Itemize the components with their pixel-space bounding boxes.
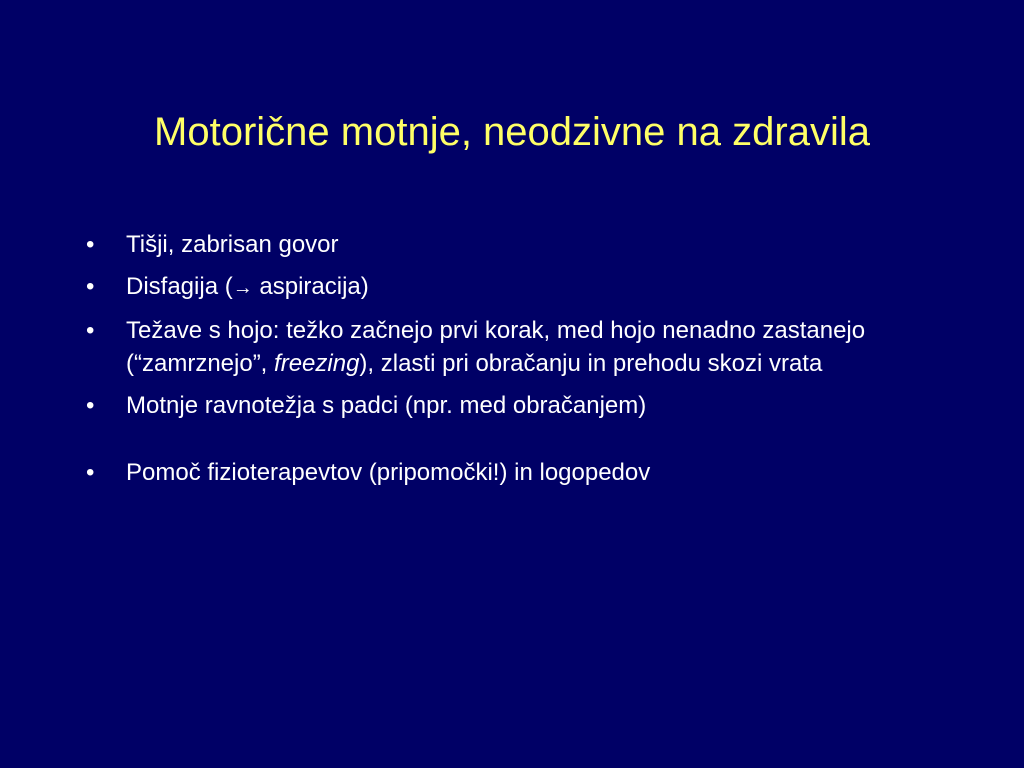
- bullet-item-gait: [84, 314, 964, 380]
- bullet-text-before: Težave s hojo: težko začnejo prvi korak, med hojo nenadno zastanejo (“zamrznejo”,: [126, 317, 866, 377]
- bullet-item-dysphagia: [84, 270, 964, 305]
- bullet-item-therapy: [84, 456, 964, 489]
- bullet-item-speech: [84, 228, 964, 261]
- bullet-text-after: ), zlasti pri obračanju in prehodu skozi vrata: [359, 350, 823, 377]
- bullet-text: Tišji, zabrisan govor: [126, 231, 339, 258]
- slide-title: Motorične motnje, neodzivne na zdravila: [154, 110, 870, 154]
- bullet-text-after: aspiracija): [252, 273, 369, 300]
- bullet-icon: •: [86, 273, 95, 300]
- arrow-right-icon: →: [232, 277, 253, 299]
- bullet-icon: •: [86, 317, 95, 344]
- bullet-icon: •: [86, 392, 95, 419]
- bullet-item-balance: [84, 389, 964, 422]
- bullet-list: [84, 228, 964, 498]
- bullet-icon: •: [86, 459, 95, 486]
- bullet-text: Pomoč fizioterapevtov (pripomočki!) in logopedov: [126, 459, 651, 486]
- bullet-text-italic: freezing: [274, 350, 360, 377]
- bullet-text: Motnje ravnotežja s padci (npr. med obračanjem): [126, 392, 647, 419]
- bullet-icon: •: [86, 231, 95, 258]
- bullet-text-before: Disfagija (: [126, 273, 233, 300]
